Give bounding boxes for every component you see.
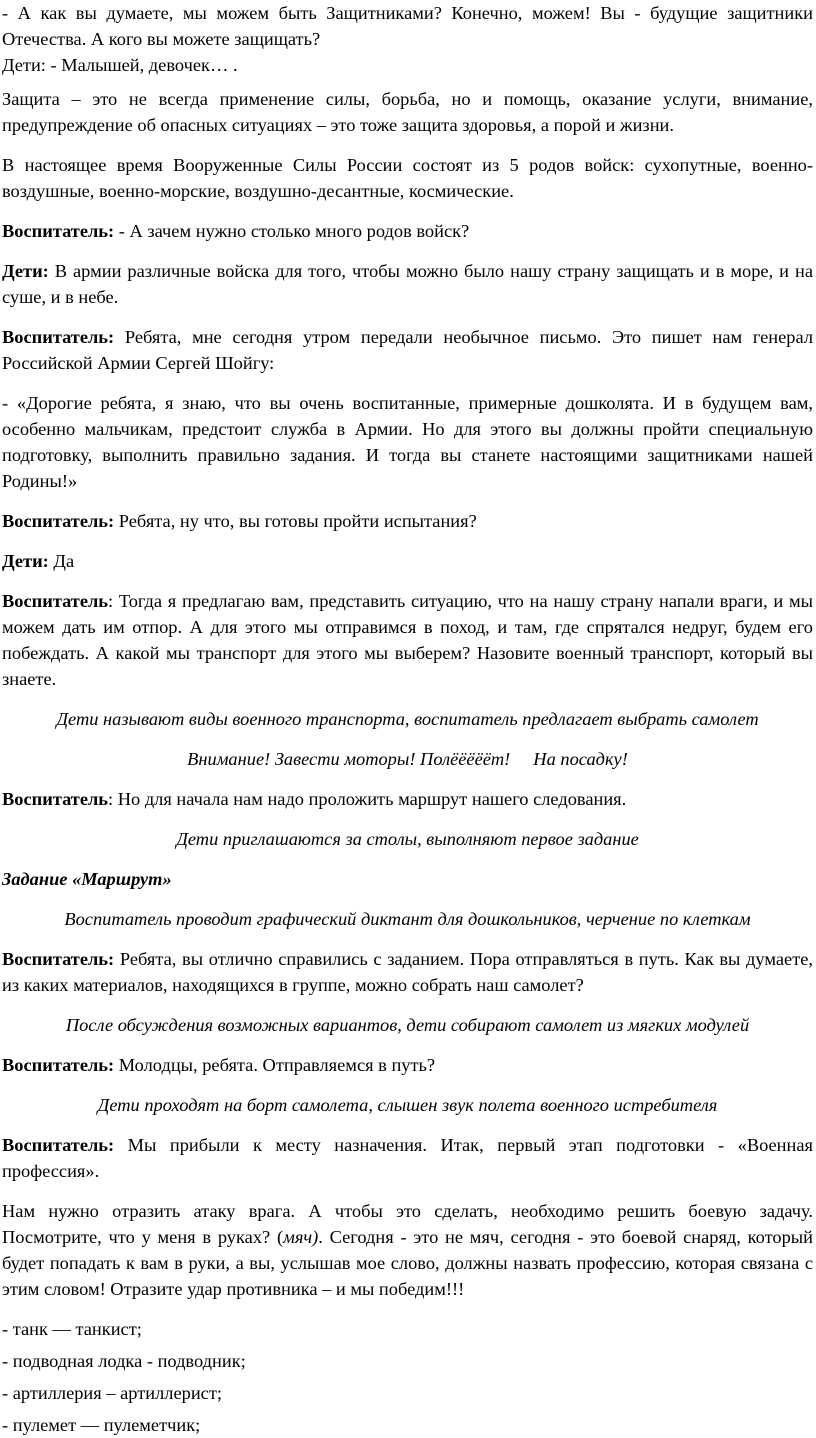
speaker-label: Воспитатель xyxy=(2,591,109,611)
paragraph-teacher-8: Воспитатель: Мы прибыли к месту назначения. Итак, первый этап подготовки - «Военная профессия». xyxy=(2,1135,813,1181)
speaker-label: Воспитатель: xyxy=(2,949,115,969)
stage-direction-6: Дети проходят на борт самолета, слышен звук полета военного истребителя xyxy=(97,1095,718,1115)
list-item: - пулемет — пулеметчик; xyxy=(2,1415,201,1435)
stage-direction-1: Дети называют виды военного транспорта, воспитатель предлагает выбрать самолет xyxy=(56,709,759,729)
stage-direction-4: Воспитатель проводит графический диктант для дошкольников, черчение по клеткам xyxy=(64,909,751,929)
paragraph-teacher-3: Воспитатель: Ребята, ну что, вы готовы пройти испытания? xyxy=(2,511,477,531)
paragraph-teacher-5: Воспитатель: Но для начала нам надо проложить маршрут нашего следования. xyxy=(2,789,627,809)
speaker-label: Дети: xyxy=(2,551,49,571)
paragraph-intro xyxy=(2,0,813,78)
speaker-label: Воспитатель: xyxy=(2,1135,115,1155)
list-item: - подводная лодка - подводник; xyxy=(2,1351,246,1371)
paragraph-children-2: Дети: Да xyxy=(2,551,75,571)
stage-direction-5: После обсуждения возможных вариантов, дети собирают самолет из мягких модулей xyxy=(65,1015,750,1035)
paragraph-protection: Защита – это не всегда применение силы, борьба, но и помощь, оказание услуги, внимание, предупреждение об опасных ситуациях – это тоже защита здоровья, а порой и жизни. xyxy=(2,89,813,135)
task-heading: Задание «Маршрут» xyxy=(2,869,172,889)
paragraph-game: Нам нужно отразить атаку врага. А чтобы это сделать, необходимо решить боевую задачу. Посмотрите, что у меня в руках? (мяч). Сегодня - это не мяч, сегодня - это боевой снаряд, который будет попадать к вам в руки, а вы, услышав мое слово, должны назвать профессию, которая связана с этим словом! Отразите удар противника – и мы победим!!! xyxy=(2,1201,813,1299)
speaker-label: Воспитатель: xyxy=(2,327,115,347)
stage-direction-3: Дети приглашаются за столы, выполняют первое задание xyxy=(176,829,639,849)
speaker-label: Воспитатель: xyxy=(2,221,115,241)
list-item: - артиллерия – артиллерист; xyxy=(2,1383,222,1403)
stage-direction-2: Внимание! Завести моторы! Полёёёёёт! На посадку! xyxy=(187,749,628,769)
speaker-label: Воспитатель: xyxy=(2,1055,115,1075)
intro-answer: Дети: - Малышей, девочек… . xyxy=(2,55,238,75)
speaker-label: Воспитатель xyxy=(2,789,109,809)
speaker-label: Воспитатель: xyxy=(2,511,115,531)
paragraph-teacher-6: Воспитатель: Ребята, вы отлично справились с заданием. Пора отправляться в путь. Как вы думаете, из каких материалов, находящихся в группе, можно собрать наш самолет? xyxy=(2,949,813,995)
intro-question: - А как вы думаете, мы можем быть Защитниками? Конечно, можем! Вы - будущие защитники Отечества. А кого вы можете защищать? xyxy=(2,3,813,49)
paragraph-teacher-1: Воспитатель: - А зачем нужно столько много родов войск? xyxy=(2,221,470,241)
speaker-label: Дети: xyxy=(2,261,49,281)
paragraph-teacher-2: Воспитатель: Ребята, мне сегодня утром передали необычное письмо. Это пишет нам генерал Российской Армии Сергей Шойгу: xyxy=(2,327,813,373)
list-item: - танк — танкист; xyxy=(2,1319,142,1339)
paragraph-teacher-4: Воспитатель: Тогда я предлагаю вам, представить ситуацию, что на нашу страну напали враги, и мы можем дать им отпор. А для этого мы отправимся в поход, и там, где спрятался недруг, будем его побеждать. А какой мы транспорт для этого мы выберем? Назовите военный транспорт, который вы знаете. xyxy=(2,591,813,689)
paragraph-teacher-7: Воспитатель: Молодцы, ребята. Отправляемся в путь? xyxy=(2,1055,436,1075)
paragraph-armed-forces: В настоящее время Вооруженные Силы России состоят из 5 родов войск: сухопутные, военно-воздушные, военно-морские, воздушно-десантные, космические. xyxy=(2,155,813,201)
paragraph-children-1: Дети: В армии различные войска для того, чтобы можно было нашу страну защищать и в море, и на суше, и в небе. xyxy=(2,261,813,307)
paragraph-letter: - «Дорогие ребята, я знаю, что вы очень воспитанные, примерные дошколята. И в будущем вам, особенно мальчикам, предстоит служба в Армии. Но для этого вы должны пройти специальную подготовку, выполнить правильно задания. И тогда вы станете настоящими защитниками нашей Родины!» xyxy=(2,393,813,491)
